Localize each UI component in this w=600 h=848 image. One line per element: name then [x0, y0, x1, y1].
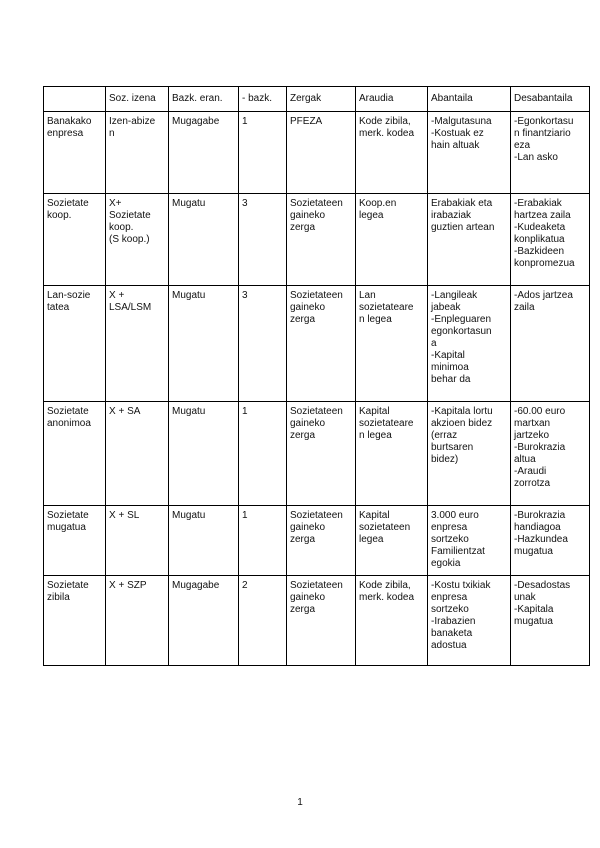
cell-desabantaila: -Erabakiak hartzea zaila -Kudeaketa konplikatua -Bazkideen konpromezua	[511, 194, 590, 286]
cell-bazk-eran: Mugagabe	[169, 112, 239, 194]
cell-araudia: Koop.en legea	[356, 194, 428, 286]
cell-bazk-eran: Mugatu	[169, 194, 239, 286]
table-row	[44, 402, 590, 506]
cell-zergak: Sozietateen gaineko zerga	[287, 506, 356, 576]
header-cell-desabantaila: Desabantaila	[511, 87, 590, 112]
cell-soz-izena: X + SL	[106, 506, 169, 576]
header-cell-empty	[44, 87, 106, 112]
cell-zergak: Sozietateen gaineko zerga	[287, 576, 356, 666]
cell-soz-izena: X+ Sozietate koop. (S koop.)	[106, 194, 169, 286]
header-cell-zergak: Zergak	[287, 87, 356, 112]
cell-bazk: 1	[239, 112, 287, 194]
cell-bazk-eran: Mugatu	[169, 506, 239, 576]
cell-bazk: 1	[239, 402, 287, 506]
cell-soz-izena: X + LSA/LSM	[106, 286, 169, 402]
table-row	[44, 112, 590, 194]
cell-bazk: 1	[239, 506, 287, 576]
cell-abantaila: -Langileak jabeak -Enpleguaren egonkortasun a -Kapital minimoa behar da	[428, 286, 511, 402]
cell-desabantaila: -60.00 euro martxan jartzeko -Burokrazia altua -Araudi zorrotza	[511, 402, 590, 506]
cell-abantaila: 3.000 euro enpresa sortzeko Familientzat egokia	[428, 506, 511, 576]
cell-soz-izena: X + SA	[106, 402, 169, 506]
cell-bazk-eran: Mugatu	[169, 402, 239, 506]
table-row	[44, 286, 590, 402]
page-number: 1	[297, 797, 303, 808]
cell-araudia: Kode zibila, merk. kodea	[356, 112, 428, 194]
cell-company-type: Lan-sozie tatea	[44, 286, 106, 402]
cell-abantaila: -Kostu txikiak enpresa sortzeko -Irabazien banaketa adostua	[428, 576, 511, 666]
cell-company-type: Sozietate mugatua	[44, 506, 106, 576]
cell-bazk: 3	[239, 194, 287, 286]
cell-araudia: Kapital sozietateare n legea	[356, 402, 428, 506]
cell-bazk: 2	[239, 576, 287, 666]
header-cell-abantaila: Abantaila	[428, 87, 511, 112]
cell-zergak: Sozietateen gaineko zerga	[287, 402, 356, 506]
header-cell-bazk-eran: Bazk. eran.	[169, 87, 239, 112]
company-types-table	[43, 86, 590, 666]
header-cell-soz-izena: Soz. izena	[106, 87, 169, 112]
cell-abantaila: -Malgutasuna -Kostuak ez hain altuak	[428, 112, 511, 194]
table-row	[44, 506, 590, 576]
cell-soz-izena: Izen-abize n	[106, 112, 169, 194]
cell-company-type: Sozietate anonimoa	[44, 402, 106, 506]
cell-desabantaila: -Ados jartzea zaila	[511, 286, 590, 402]
cell-soz-izena: X + SZP	[106, 576, 169, 666]
cell-desabantaila: -Burokrazia handiagoa -Hazkundea mugatua	[511, 506, 590, 576]
cell-araudia: Kode zibila, merk. kodea	[356, 576, 428, 666]
cell-company-type: Sozietate zibila	[44, 576, 106, 666]
cell-company-type: Sozietate koop.	[44, 194, 106, 286]
cell-zergak: PFEZA	[287, 112, 356, 194]
cell-company-type: Banakako enpresa	[44, 112, 106, 194]
cell-araudia: Kapital sozietateen legea	[356, 506, 428, 576]
cell-desabantaila: -Desadostas unak -Kapitala mugatua	[511, 576, 590, 666]
header-cell-bazk: - bazk.	[239, 87, 287, 112]
table-row	[44, 194, 590, 286]
cell-abantaila: -Kapitala lortu akzioen bidez (erraz burtsaren bidez)	[428, 402, 511, 506]
table-header-row	[44, 87, 590, 112]
cell-desabantaila: -Egonkortasu n finantziario eza -Lan asko	[511, 112, 590, 194]
cell-bazk-eran: Mugagabe	[169, 576, 239, 666]
table-row	[44, 576, 590, 666]
cell-bazk: 3	[239, 286, 287, 402]
cell-zergak: Sozietateen gaineko zerga	[287, 194, 356, 286]
cell-bazk-eran: Mugatu	[169, 286, 239, 402]
cell-zergak: Sozietateen gaineko zerga	[287, 286, 356, 402]
header-cell-araudia: Araudia	[356, 87, 428, 112]
cell-abantaila: Erabakiak eta irabaziak guztien artean	[428, 194, 511, 286]
cell-araudia: Lan sozietateare n legea	[356, 286, 428, 402]
